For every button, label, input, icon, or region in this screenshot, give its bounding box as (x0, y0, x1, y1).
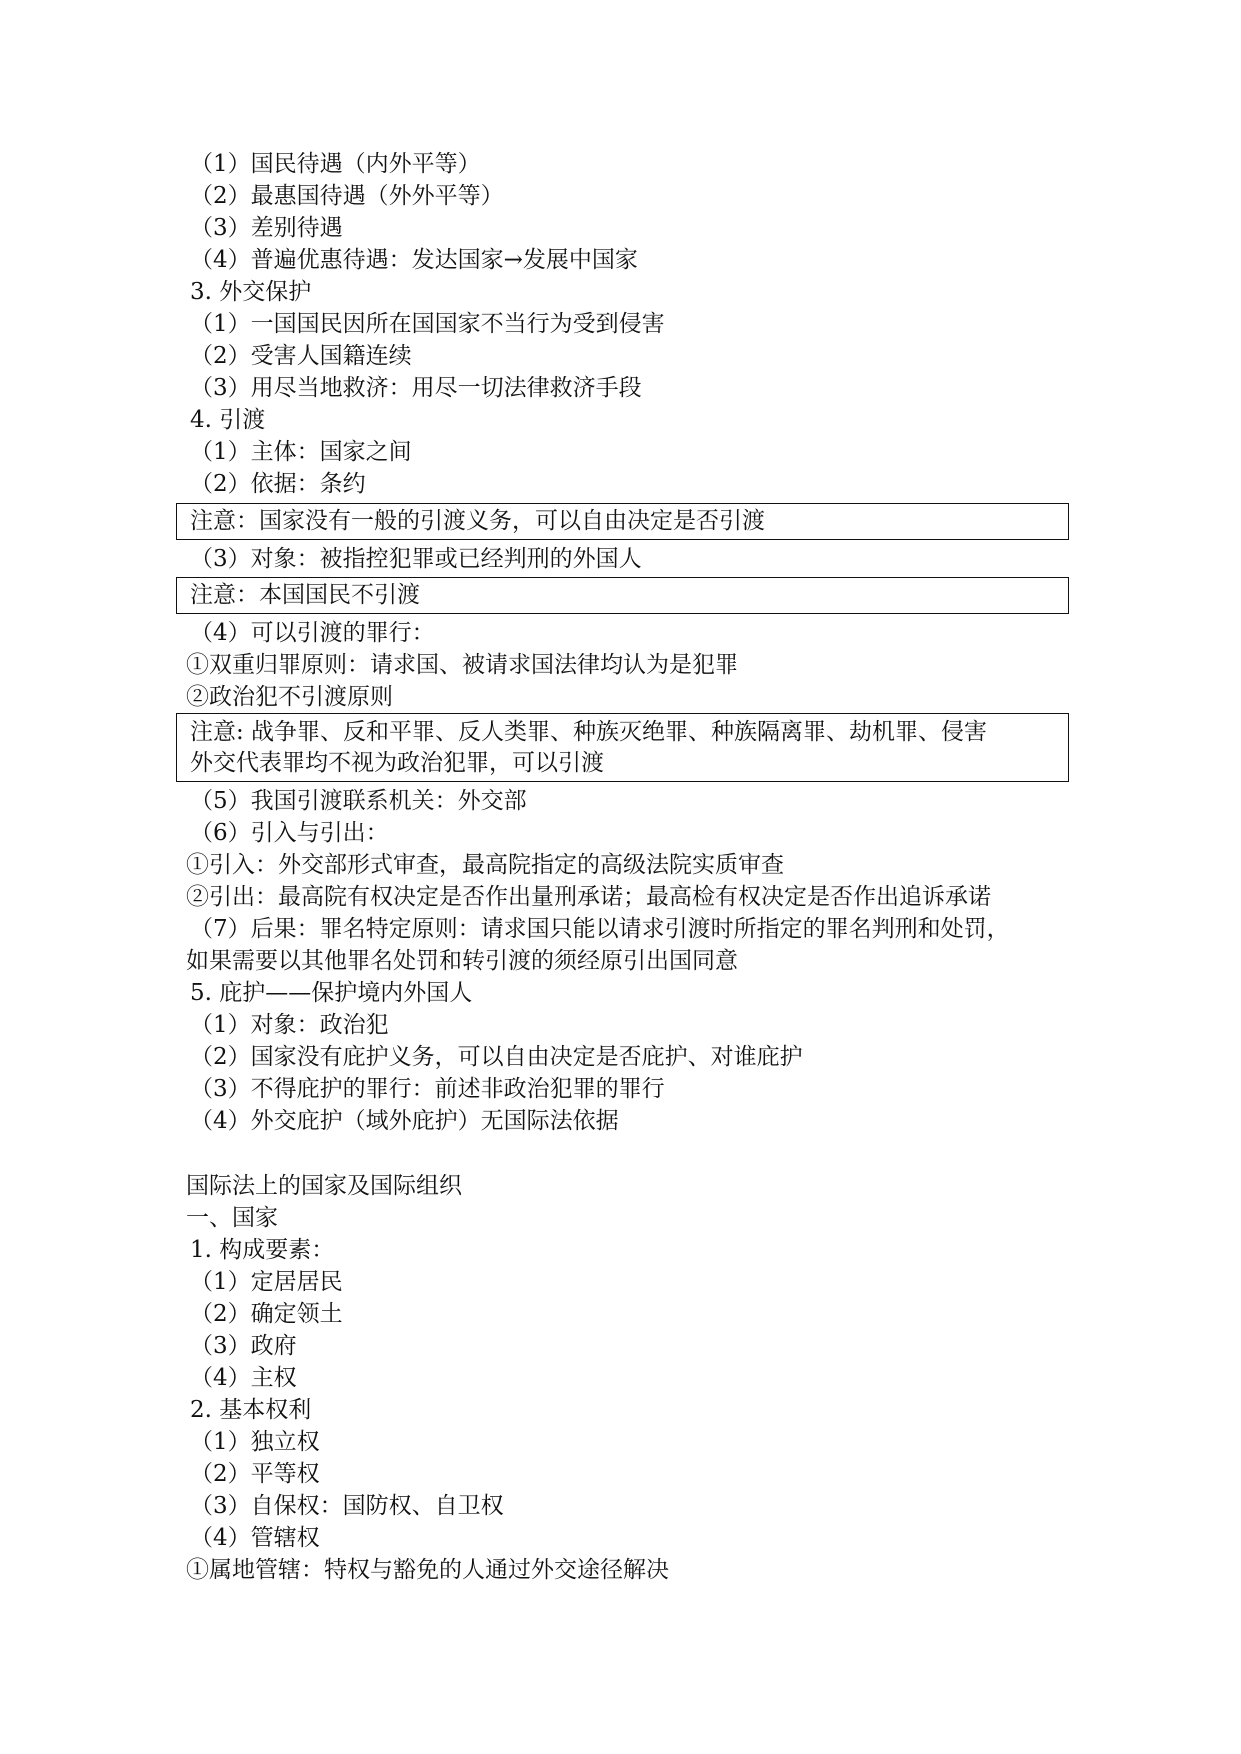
text-line: （6）引入与引出： (190, 820, 389, 846)
text-line: （1）对象：政治犯 (190, 1012, 389, 1038)
text-line: （2）受害人国籍连续 (190, 343, 412, 369)
text-line: ①双重归罪原则：请求国、被请求国法律均认为是犯罪 (186, 652, 738, 678)
text-line: （1）定居居民 (190, 1269, 343, 1295)
text-line: （1）国民待遇（内外平等） (190, 151, 481, 177)
text-line: （3）对象：被指控犯罪或已经判刑的外国人 (190, 546, 642, 572)
text-line: （3）不得庇护的罪行：前述非政治犯罪的罪行 (190, 1076, 665, 1102)
text-line: （1）一国国民因所在国国家不当行为受到侵害 (190, 311, 665, 337)
text-line: ②政治犯不引渡原则 (186, 684, 393, 710)
note-text: 注意: 战争罪、反和平罪、反人类罪、种族灭绝罪、种族隔离罪、劫机罪、侵害 (190, 719, 988, 745)
section-heading: 2. 基本权利 (190, 1397, 312, 1423)
note-box (176, 503, 1069, 540)
text-line: （2）最惠国待遇（外外平等） (190, 183, 504, 209)
text-line: （5）我国引渡联系机关：外交部 (190, 788, 527, 814)
note-text: 注意：国家没有一般的引渡义务，可以自由决定是否引渡 (190, 508, 765, 534)
text-line: （3）政府 (190, 1333, 297, 1359)
text-line: （4）普遍优惠待遇：发达国家→发展中国家 (190, 247, 638, 273)
text-line: ①引入：外交部形式审查，最高院指定的高级法院实质审查 (186, 852, 784, 878)
text-line: （7）后果：罪名特定原则：请求国只能以请求引渡时所指定的罪名判刑和处罚， (190, 916, 1010, 942)
section-heading: 一、国家 (186, 1205, 278, 1231)
note-text: 注意：本国国民不引渡 (190, 582, 420, 608)
text-line: 如果需要以其他罪名处罚和转引渡的须经原引出国同意 (186, 948, 738, 974)
text-line: （1）主体：国家之间 (190, 439, 412, 465)
text-line: （2）依据：条约 (190, 471, 366, 497)
section-heading: 5. 庇护——保护境内外国人 (190, 980, 473, 1006)
text-line: （4）可以引渡的罪行： (190, 620, 435, 646)
note-box (176, 577, 1069, 614)
note-box (176, 713, 1069, 782)
section-heading: 1. 构成要素： (190, 1237, 335, 1263)
text-line: ①属地管辖：特权与豁免的人通过外交途径解决 (186, 1557, 669, 1583)
text-line: （1）独立权 (190, 1429, 320, 1455)
text-line: （2）国家没有庇护义务，可以自由决定是否庇护、对谁庇护 (190, 1044, 803, 1070)
text-line: （4）主权 (190, 1365, 297, 1391)
text-line: （3）差别待遇 (190, 215, 343, 241)
text-line: （3）用尽当地救济：用尽一切法律救济手段 (190, 375, 642, 401)
text-line: （2）确定领土 (190, 1301, 343, 1327)
text-line: （4）管辖权 (190, 1525, 320, 1551)
text-line: ②引出：最高院有权决定是否作出量刑承诺；最高检有权决定是否作出追诉承诺 (186, 884, 991, 910)
text-line: （3）自保权：国防权、自卫权 (190, 1493, 504, 1519)
section-heading: 3. 外交保护 (190, 279, 312, 305)
text-line: （4）外交庇护（域外庇护）无国际法依据 (190, 1108, 619, 1134)
note-text: 外交代表罪均不视为政治犯罪，可以引渡 (190, 750, 604, 776)
section-heading: 4. 引渡 (190, 407, 266, 433)
chapter-title: 国际法上的国家及国际组织 (186, 1173, 462, 1199)
text-line: （2）平等权 (190, 1461, 320, 1487)
